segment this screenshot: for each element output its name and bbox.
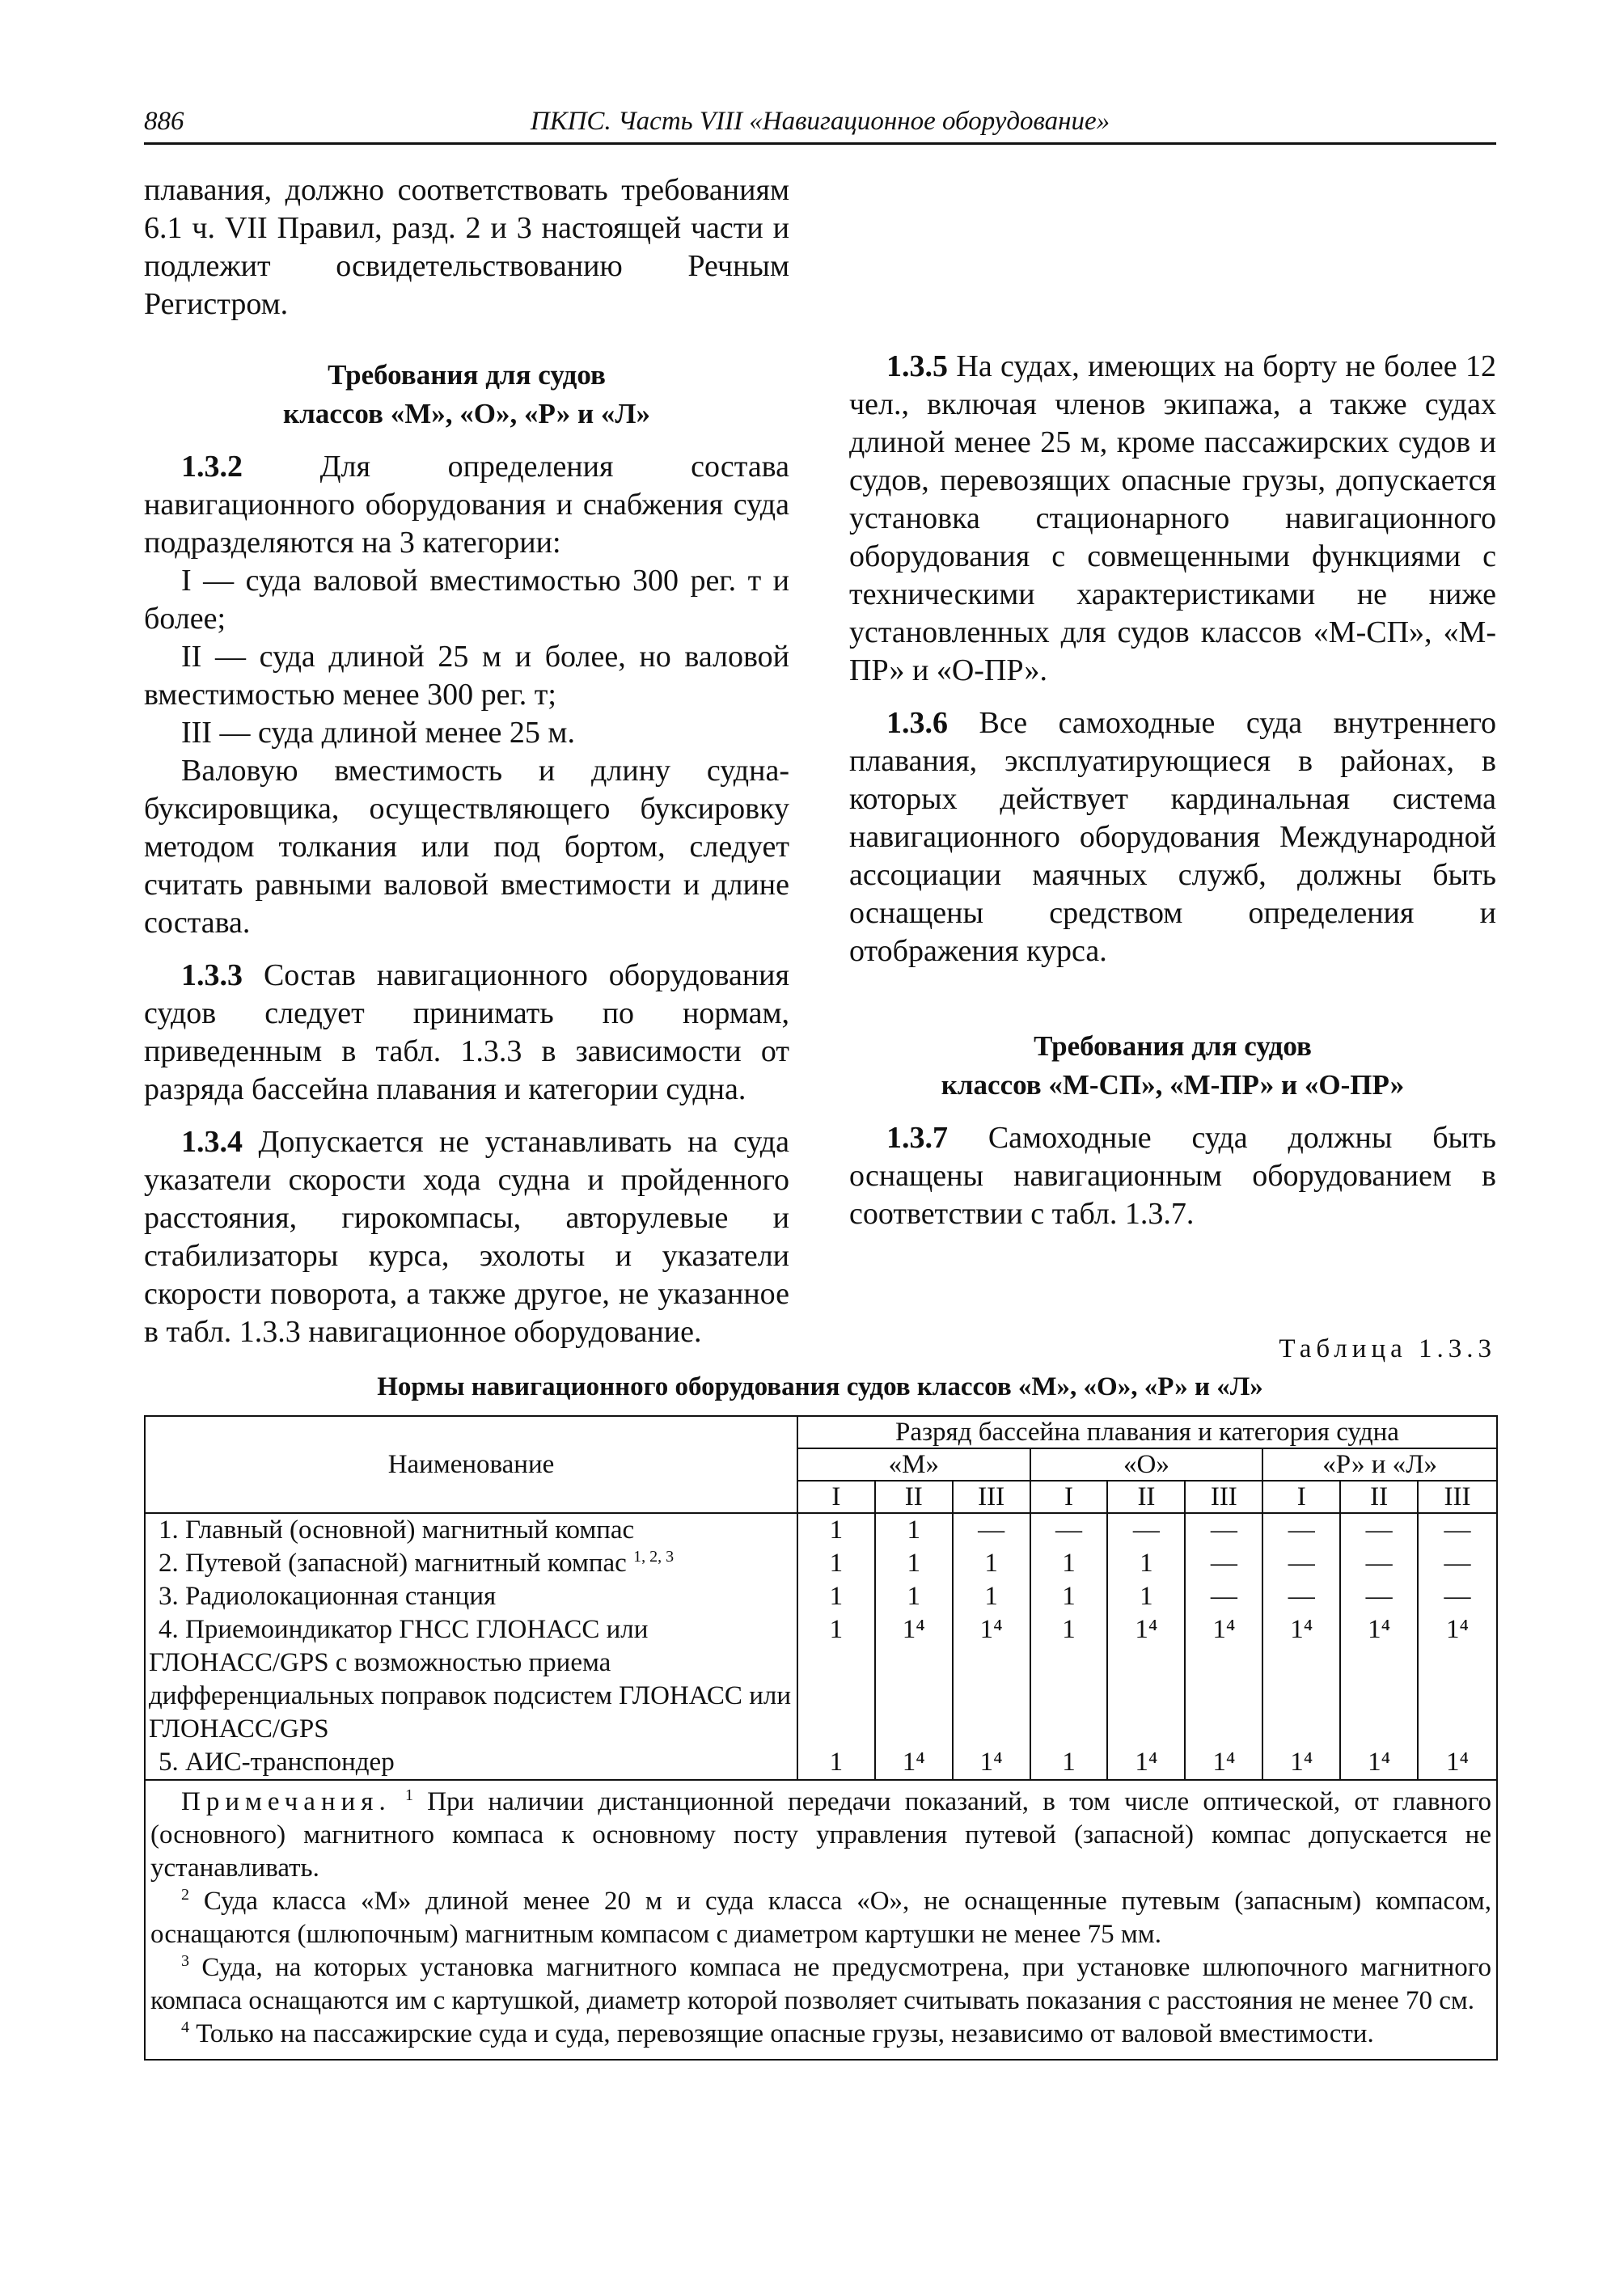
clause-number: 1.3.3 [181, 958, 243, 992]
table-notes-row [145, 1780, 1497, 2060]
cell-value: 1⁴ [875, 1746, 953, 1780]
section-heading-line1: Требования для судов [1034, 1030, 1312, 1062]
note-4 [150, 2018, 1491, 2051]
cell-value: — [1030, 1513, 1108, 1547]
clause-text: Самоходные суда должны быть оснащены навигационным оборудованием в соответствии с табл. 1.3.7. [849, 1121, 1497, 1231]
paragraph-1-3-7 [849, 1119, 1496, 1233]
cell-value: 1⁴ [1185, 1613, 1262, 1746]
header-group: Разряд бассейна плавания и категория судна [797, 1416, 1497, 1448]
running-title: ПКПС. Часть VIII «Навигационное оборудование» [530, 107, 1110, 136]
clause-text: Состав навигационного оборудования судов следует принимать по нормам, приведенным в табл. 1.3.3 в зависимости от разряда бассейна плавания и категории судна. [144, 958, 789, 1106]
row-name: 5. АИС-транспондер [145, 1746, 797, 1780]
cell-value: — [1340, 1547, 1418, 1580]
cell-value: 1 [797, 1513, 875, 1547]
cell-value: 1 [1030, 1580, 1108, 1613]
note-text: Суда класса «М» длиной менее 20 м и суда класса «О», не оснащенные путевым (запасным) компасом, оснащаются (шлюпочным) магнитным компасом с диаметром картушки не менее 75 мм. [150, 1887, 1492, 1949]
clause-text: Для определения состава навигационного оборудования и снабжения суда подразделяются на 3 категории: [144, 450, 789, 560]
table-caption-number: 1.3.3 [1419, 1334, 1496, 1363]
row-name: 1. Главный (основной) магнитный компас [145, 1513, 797, 1547]
note-1 [150, 1786, 1491, 1885]
clause-number: 1.3.6 [886, 706, 948, 740]
cell-value: 1⁴ [1262, 1746, 1340, 1780]
table-title: Нормы навигационного оборудования судов классов «М», «О», «Р» и «Л» [377, 1372, 1263, 1401]
cell-value: 1 [875, 1513, 953, 1547]
cell-value: 1⁴ [1418, 1613, 1497, 1746]
clause-number: 1.3.7 [886, 1121, 948, 1155]
note-text: При наличии дистанционной передачи показаний, в том числе оптической, от главного (основного) магнитного компаса к основному посту управления путевой (запасной) компас допускается не устанавливать. [150, 1787, 1491, 1883]
note-text: Суда, на которых установка магнитного компаса не предусмотрена, при установке шлюпочного магнитного компаса оснащаются им с картушкой, диаметр которой позволяет считывать показания с расстояния не менее 70 см. [150, 1953, 1492, 2015]
header-category: II [1107, 1481, 1185, 1513]
row-name: 3. Радиолокационная станция [145, 1580, 797, 1613]
cell-value: — [953, 1513, 1030, 1547]
paragraph-1-3-6 [849, 704, 1496, 970]
header-name: Наименование [145, 1416, 797, 1513]
cell-value: 1 [797, 1547, 875, 1580]
clause-text: Допускается не устанавливать на суда указатели скорости хода судна и пройденного расстояния, гирокомпасы, авторулевые и стабилизаторы курса, эхолоты и указатели скорости поворота, а также другое, не указанное в табл. 1.3.3 навигационное оборудование. [144, 1125, 789, 1349]
table-caption-word: Таблица [1279, 1334, 1407, 1363]
cell-value: 1 [1107, 1580, 1185, 1613]
header-category: II [1340, 1481, 1418, 1513]
row-name-cell [145, 1547, 797, 1580]
header-class-r-l: «Р» и «Л» [1262, 1448, 1497, 1481]
cell-value: 1⁴ [1340, 1613, 1418, 1746]
note-marker: 4 [181, 2018, 189, 2036]
paragraph-1-3-3 [144, 957, 789, 1109]
row-name: 2. Путевой (запасной) магнитный компас [159, 1549, 627, 1578]
cell-value: — [1262, 1580, 1340, 1613]
cell-value: — [1418, 1513, 1497, 1547]
cell-value: — [1340, 1580, 1418, 1613]
cell-value: — [1107, 1513, 1185, 1547]
header-category: I [1030, 1481, 1108, 1513]
page-header [144, 104, 1496, 145]
clause-number: 1.3.2 [181, 450, 243, 484]
clause-text: На судах, имеющих на борту не более 12 чел., включая членов экипажа, а также судах длиной менее 25 м, кроме пассажирских судов и судов, перевозящих опасные грузы, допускается установка стационарного навигационного оборудования с совмещенными функциями с техническими характеристиками не ниже установленных для судов классов «М-СП», «М-ПР» и «О-ПР». [849, 349, 1497, 687]
note-2 [150, 1885, 1491, 1951]
header-class-m: «М» [797, 1448, 1030, 1481]
cell-value: 1 [875, 1547, 953, 1580]
header-category: III [953, 1481, 1030, 1513]
left-column [144, 171, 789, 1351]
table-row [145, 1547, 1497, 1580]
cell-value: 1⁴ [953, 1613, 1030, 1746]
cell-value: 1 [1030, 1547, 1108, 1580]
row-name: 4. Приемоиндикатор ГНСС ГЛОНАСС или ГЛОНАСС/GPS с возможностью приема дифференциальных поправок подсистем ГЛОНАСС или ГЛОНАСС/GPS [145, 1613, 797, 1746]
cell-value: 1⁴ [1107, 1746, 1185, 1780]
paragraph-1-3-4 [144, 1123, 789, 1351]
category-2: II — суда длиной 25 м и более, но валовой вместимостью менее 300 рег. т; [144, 640, 789, 712]
cell-value: 1 [1030, 1613, 1108, 1746]
right-column [849, 171, 1496, 1233]
row-footnote-refs: 1, 2, 3 [633, 1548, 675, 1566]
norms-table [144, 1415, 1498, 2061]
cell-value: 1⁴ [953, 1746, 1030, 1780]
cell-value: — [1418, 1547, 1497, 1580]
clause-number: 1.3.4 [181, 1125, 243, 1159]
cell-value: 1 [797, 1746, 875, 1780]
table-row [145, 1513, 1497, 1547]
clause-text: Все самоходные суда внутреннего плавания, эксплуатирующиеся в районах, в которых действует кардинальная система навигационного оборудования Международной ассоциации маячных служб, должны быть оснащены средством определения и отображения курса. [849, 706, 1496, 968]
cell-value: 1 [797, 1613, 875, 1746]
cell-value: 1 [1107, 1547, 1185, 1580]
cell-value: — [1418, 1580, 1497, 1613]
cell-value: 1⁴ [1262, 1613, 1340, 1746]
cell-value: 1⁴ [1185, 1746, 1262, 1780]
table-row [145, 1746, 1497, 1780]
clause-number: 1.3.5 [886, 349, 948, 383]
table-row [145, 1580, 1497, 1613]
header-category: III [1418, 1481, 1497, 1513]
cell-value: 1⁴ [875, 1613, 953, 1746]
cell-value: 1⁴ [1107, 1613, 1185, 1746]
section-heading-line2: классов «М», «О», «Р» и «Л» [283, 398, 650, 429]
cell-value: — [1185, 1580, 1262, 1613]
cell-value: 1 [797, 1580, 875, 1613]
cell-value: — [1340, 1513, 1418, 1547]
note-text: Только на пассажирские суда и суда, перевозящие опасные грузы, независимо от валовой вместимости. [196, 2019, 1374, 2048]
note-marker: 1 [404, 1786, 413, 1804]
header-category: II [875, 1481, 953, 1513]
cell-value: — [1262, 1547, 1340, 1580]
header-category: I [797, 1481, 875, 1513]
notes-label: Примечания. [181, 1787, 391, 1816]
note-3 [150, 1951, 1491, 2018]
category-3: III — суда длиной менее 25 м. [181, 716, 575, 750]
header-category: I [1262, 1481, 1340, 1513]
section-heading-line1: Требования для судов [328, 359, 606, 391]
category-1: I — суда валовой вместимостью 300 рег. т и более; [144, 564, 789, 636]
cell-value: 1 [875, 1580, 953, 1613]
table-caption [1279, 1334, 1496, 1364]
section-heading-line2: классов «М-СП», «М-ПР» и «О-ПР» [941, 1069, 1405, 1101]
cell-value: 1 [953, 1580, 1030, 1613]
note-marker: 3 [181, 1952, 189, 1970]
cell-value: 1 [953, 1547, 1030, 1580]
towing-paragraph: Валовую вместимость и длину судна-буксировщика, осуществляющего буксировку методом толкания или под бортом, следует считать равными валовой вместимости и длине состава. [144, 754, 789, 940]
cell-value: — [1185, 1547, 1262, 1580]
cell-value: — [1185, 1513, 1262, 1547]
header-category: III [1185, 1481, 1262, 1513]
note-marker: 2 [181, 1886, 189, 1904]
cell-value: — [1262, 1513, 1340, 1547]
cell-value: 1 [1030, 1746, 1108, 1780]
table-notes [145, 1780, 1497, 2060]
paragraph-1-3-5 [849, 348, 1496, 690]
page-number: 886 [144, 107, 184, 136]
table-row [145, 1613, 1497, 1746]
paragraph-1-3-2 [144, 448, 789, 562]
cell-value: 1⁴ [1418, 1746, 1497, 1780]
intro-paragraph: плавания, должно соответствовать требованиям 6.1 ч. VII Правил, разд. 2 и 3 настоящей части и подлежит освидетельствованию Речным Регистром. [144, 173, 789, 321]
cell-value: 1⁴ [1340, 1746, 1418, 1780]
header-class-o: «О» [1030, 1448, 1263, 1481]
